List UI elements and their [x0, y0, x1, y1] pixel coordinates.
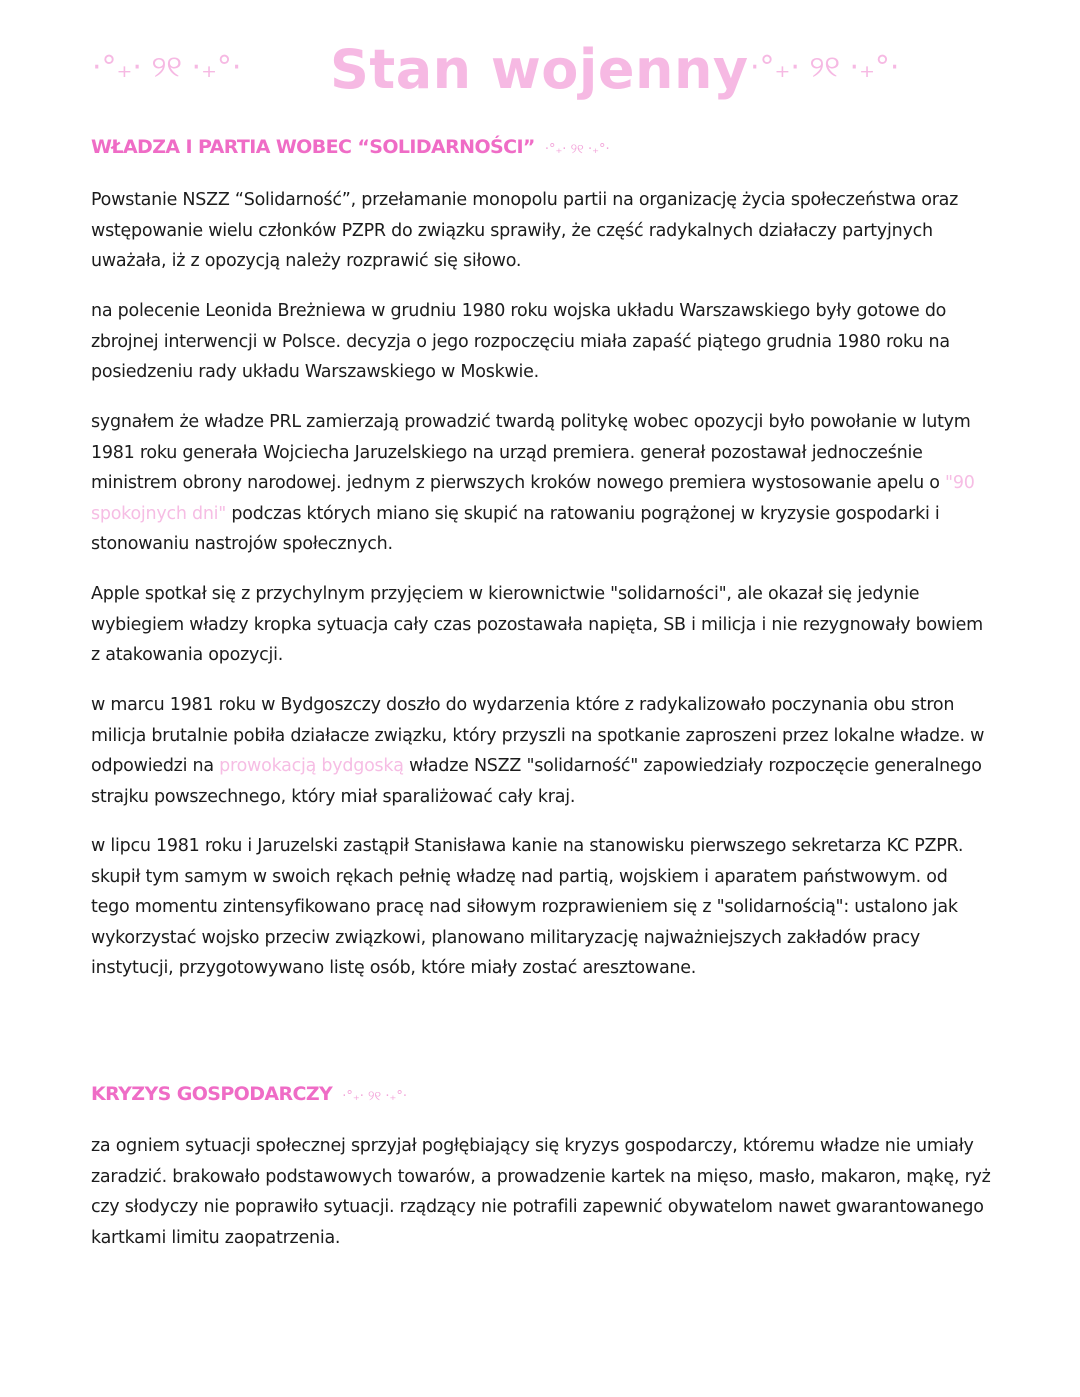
decorative-sparkle-mini: ·°₊· ୨୧ ·₊°·	[544, 142, 610, 157]
decorative-sparkle-left: ·°₊· ୨୧ ·₊°·	[92, 50, 242, 85]
paragraph: w lipcu 1981 roku i Jaruzelski zastąpił Stanisława kanie na stanowisku pierwszego sekretarza KC PZPR. skupił tym samym w swoich rękach pełnię władzę nad partią, wojskiem i aparatem państwowym. od tego momentu zintensyfikowano pracę nad siłowym rozprawieniem się z "solidarnością": ustalono jak wykorzystać wojsko przeciw związkowi, planowano militaryzację najważniejszych zakładów pracy instytucji, przygotowywano listę osób, które miały zostać aresztowane.	[91, 836, 964, 978]
decorative-sparkle-mini: ·°₊· ୨୧ ·₊°·	[342, 1089, 407, 1104]
section-heading-wladza	[91, 136, 610, 158]
paragraph: Apple spotkał się z przychylnym przyjęciem w kierownictwie "solidarności", ale okazał się jedynie wybiegiem władzy kropka sytuacja cały czas pozostawała napięta, SB i milicja i nie rezygnowały bowiem z atakowania opozycji.	[91, 584, 983, 665]
highlighted-term: "90 spokojnych dni"	[91, 473, 975, 524]
highlighted-term: prowokacją bydgoską	[219, 756, 404, 776]
title-row	[0, 36, 1080, 126]
page-title: Stan wojenny	[330, 38, 749, 101]
paragraph: za ogniem sytuacji społecznej sprzyjał pogłębiający się kryzys gospodarczy, któremu władze nie umiały zaradzić. brakowało podstawowych towarów, a prowadzenie kartek na mięso, masło, makaron, mąkę, ryż czy słodyczy nie poprawiło sytuacji. rządzący nie potrafili zapewnić obywatelom nawet gwarantowanego kartkami limitu zaopatrzenia.	[91, 1136, 991, 1248]
paragraph-text: sygnałem że władze PRL zamierzają prowadzić twardą politykę wobec opozycji było powołanie w lutym 1981 roku generała Wojciecha Jaruzelskiego na urząd premiera. generał pozostawał jednocześnie ministrem obrony narodowej. jednym z pierwszych kroków nowego premiera wystosowanie apelu o	[91, 412, 971, 493]
paragraph	[91, 690, 991, 812]
paragraph: Powstanie NSZZ “Solidarność”, przełamanie monopolu partii na organizację życia społeczeństwa oraz wstępowanie wielu członków PZPR do związku sprawiły, że część radykalnych działaczy partyjnych uważała, iż z opozycją należy rozprawić się siłowo.	[91, 190, 959, 271]
paragraph	[91, 407, 991, 560]
section-heading-text: WŁADZA I PARTIA WOBEC “SOLIDARNOŚCI”	[91, 136, 535, 158]
paragraph-text: władze NSZZ "solidarność" zapowiedziały rozpoczęcie generalnego strajku powszechnego, który miał sparaliżować cały kraj.	[91, 756, 982, 807]
section-heading-text: KRYZYS GOSPODARCZY	[91, 1083, 333, 1105]
decorative-sparkle-right: ·°₊· ୨୧ ·₊°·	[750, 50, 900, 85]
section-heading-kryzys	[91, 1083, 407, 1105]
paragraph: na polecenie Leonida Breżniewa w grudniu 1980 roku wojska układu Warszawskiego były gotowe do zbrojnej interwencji w Polsce. decyzja o jego rozpoczęciu miała zapaść piątego grudnia 1980 roku na posiedzeniu rady układu Warszawskiego w Moskwie.	[91, 301, 950, 382]
paragraph-text: podczas których miano się skupić na ratowaniu pogrążonej w kryzysie gospodarki i stonowaniu nastrojów społecznych.	[91, 503, 940, 554]
paragraph-text: w marcu 1981 roku w Bydgoszczy doszło do wydarzenia które z radykalizowało poczynania obu stron milicja brutalnie pobiła działacze związku, który przyszli na spotkanie zaproszeni przez lokalne władze. w odpowiedzi na	[91, 695, 985, 776]
